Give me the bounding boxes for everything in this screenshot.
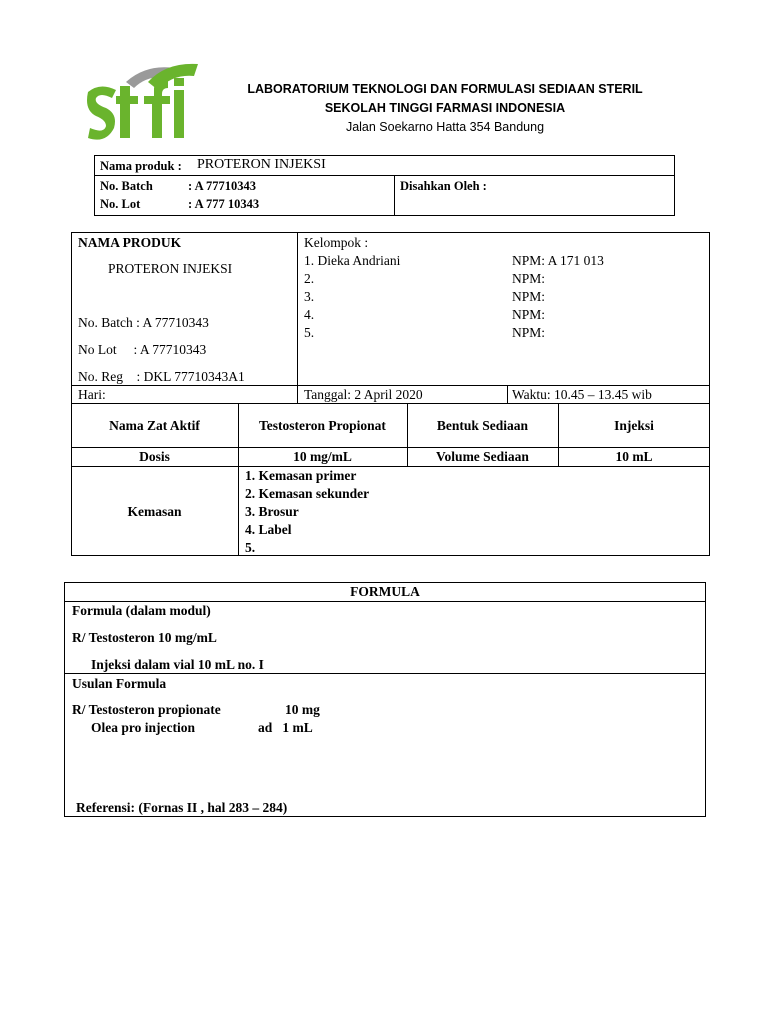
date-text: Tanggal: 2 April 2020 (304, 387, 423, 402)
proposal-amount1: 10 mg (285, 702, 320, 717)
batch-value: : A 77710343 (188, 179, 257, 193)
product-reg: No. Reg : DKL 77710343A1 (78, 369, 245, 384)
proposal-line2: Olea pro injection (91, 720, 195, 735)
header-line3: Jalan Soekarno Hatta 354 Bandung (345, 120, 545, 134)
proposal-heading: Usulan Formula (72, 676, 167, 691)
lot-value: : A 777 10343 (188, 197, 260, 211)
volume-label: Volume Sediaan (436, 449, 529, 464)
day-label: Hari: (78, 387, 106, 402)
npm-3: NPM: (512, 289, 546, 304)
formula-title: FORMULA (350, 584, 420, 599)
member-2: 2. (304, 271, 315, 286)
member-5: 5. (304, 325, 315, 340)
logo-text: stfi (86, 62, 88, 63)
packaging-item-2: 2. Kemasan sekunder (245, 486, 370, 501)
product-value: PROTERON INJEKSI (197, 157, 326, 172)
header-line1: LABORATORIUM TEKNOLOGI DAN FORMULASI SEDIAAN STERIL (247, 82, 643, 96)
proposal-line1: R/ Testosteron propionate (72, 702, 221, 717)
packaging-item-1: 1. Kemasan primer (245, 468, 357, 483)
packaging-item-4: 4. Label (245, 522, 292, 537)
npm-2: NPM: (512, 271, 546, 286)
dose-label: Dosis (139, 449, 170, 464)
product-label: Nama produk : (100, 159, 182, 173)
member-3: 3. (304, 289, 315, 304)
time-text: Waktu: 10.45 – 13.45 wib (512, 387, 652, 402)
module-heading: Formula (dalam modul) (72, 603, 211, 618)
product-heading: NAMA PRODUK (78, 235, 182, 250)
product-lot: No Lot : A 77710343 (78, 342, 207, 357)
reference: Referensi: (Fornas II , hal 283 – 284) (76, 800, 288, 815)
packaging-item-5: 5. (245, 540, 256, 555)
product-name: PROTERON INJEKSI (108, 261, 233, 276)
lot-label: No. Lot (100, 197, 141, 211)
member-4: 4. (304, 307, 315, 322)
member-1: 1. Dieka Andriani (304, 253, 401, 268)
group-label: Kelompok : (304, 235, 369, 250)
form-value: Injeksi (614, 418, 654, 433)
npm-4: NPM: (512, 307, 546, 322)
stfi-logo (86, 62, 200, 146)
approved-label: Disahkan Oleh : (400, 179, 487, 193)
module-line1: R/ Testosteron 10 mg/mL (72, 630, 217, 645)
volume-value: 10 mL (615, 449, 653, 464)
npm-1: NPM: A 171 013 (512, 253, 604, 268)
product-batch: No. Batch : A 77710343 (78, 315, 209, 330)
npm-5: NPM: (512, 325, 546, 340)
active-label: Nama Zat Aktif (109, 418, 200, 433)
header-line2: SEKOLAH TINGGI FARMASI INDONESIA (324, 101, 566, 115)
module-line2: Injeksi dalam vial 10 mL no. I (91, 657, 264, 672)
batch-label: No. Batch (100, 179, 153, 193)
active-value: Testosteron Propionat (259, 418, 386, 433)
proposal-amount2: ad 1 mL (258, 720, 313, 735)
packaging-item-3: 3. Brosur (245, 504, 299, 519)
form-label: Bentuk Sediaan (436, 418, 529, 433)
dose-value: 10 mg/mL (293, 449, 352, 464)
packaging-label: Kemasan (127, 504, 182, 519)
